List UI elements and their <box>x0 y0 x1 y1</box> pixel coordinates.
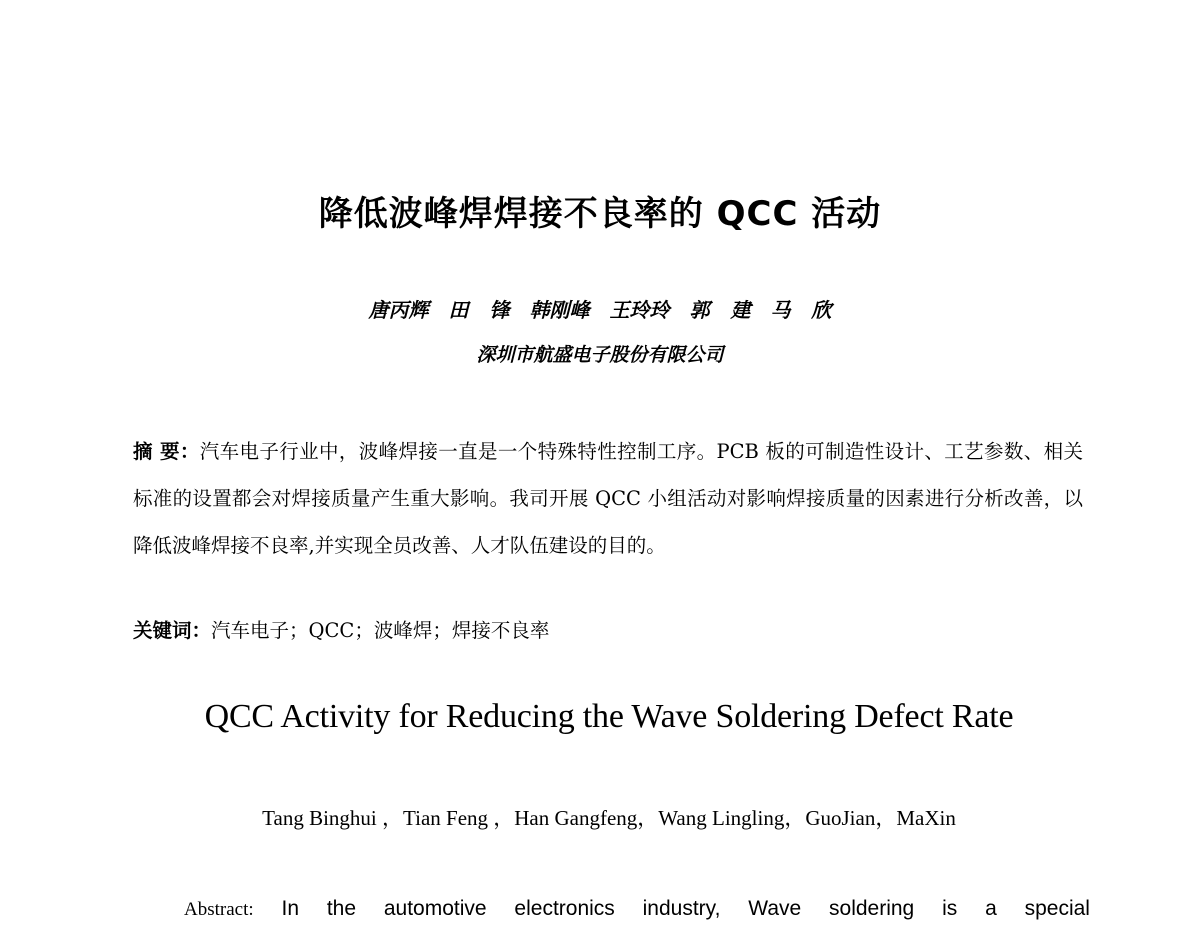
abstract-word: is <box>942 897 958 920</box>
authors-english: Tang Binghui ，Tian Feng ，Han Gangfeng，Wang Lingling，GuoJian，MaXin <box>262 806 956 830</box>
affiliation-chinese: 深圳市航盛电子股份有限公司 <box>476 344 724 366</box>
abstract-word: industry, <box>642 897 721 920</box>
abstract-english-label: Abstract: <box>184 899 254 920</box>
abstract-word: automotive <box>383 897 487 920</box>
abstract-word: Wave <box>748 897 802 920</box>
abstract-word: special <box>1024 897 1090 920</box>
abstract-chinese <box>133 428 1083 569</box>
abstract-word: electronics <box>514 897 615 920</box>
abstract-english-first-line <box>184 894 1090 925</box>
abstract-word: soldering <box>829 897 915 920</box>
keywords-chinese-text: 汽车电子；QCC；波峰焊；焊接不良率 <box>211 619 550 642</box>
abstract-word: a <box>985 897 997 920</box>
abstract-word: the <box>326 897 357 920</box>
title-english: QCC Activity for Reducing the Wave Soldering Defect Rate <box>204 698 1014 735</box>
keywords-chinese <box>133 616 1083 646</box>
abstract-chinese-text: 汽车电子行业中，波峰焊接一直是一个特殊特性控制工序。PCB 板的可制造性设计、工艺参数、相关标准的设置都会对焊接质量产生重大影响。我司开展 QCC 小组活动对影响焊接质量的因素进行分析改善，以降低波峰焊接不良率,并实现全员改善、人才队伍建设的目的。 <box>133 440 1083 557</box>
abstract-chinese-label: 摘 要： <box>133 440 200 463</box>
authors-chinese: 唐丙辉 田 锋 韩刚峰 王玲玲 郭 建 马 欣 <box>368 298 832 322</box>
title-chinese: 降低波峰焊焊接不良率的 QCC 活动 <box>318 194 882 234</box>
keywords-chinese-label: 关键词： <box>133 619 212 642</box>
abstract-word: In <box>281 897 299 920</box>
